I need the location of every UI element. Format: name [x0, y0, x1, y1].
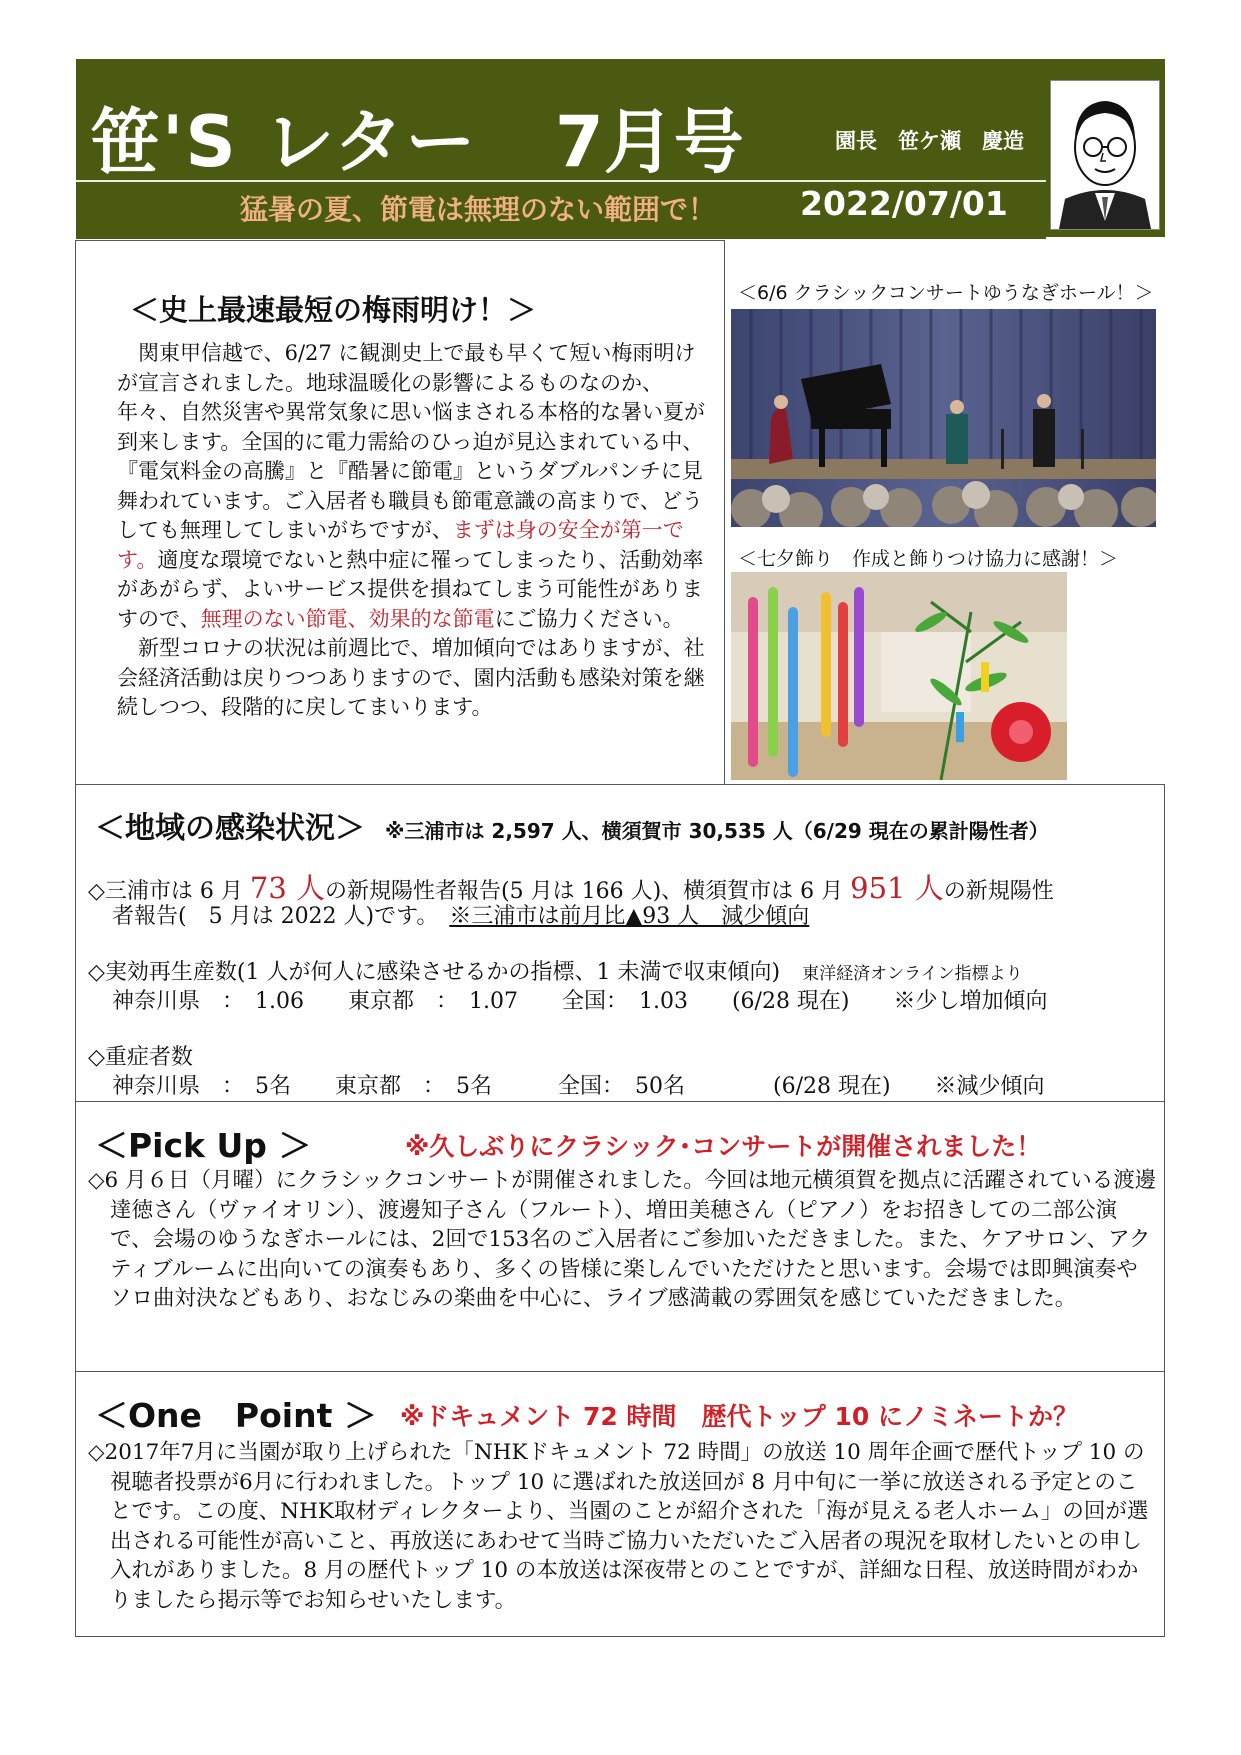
- onepoint-tagline: ※ドキュメント 72 時間 歴代トップ 10 にノミネートか？: [400, 1402, 1078, 1431]
- pickup-heading: ＜Pick Up ＞: [95, 1126, 312, 1165]
- newsletter-title: 笹'S レター: [90, 101, 478, 183]
- rainy-highlight-saving: 無理のない節電、効果的な節電: [200, 606, 495, 631]
- onepoint-text: ◇2017年7月に当園が取り上げられた「NHKドキュメント 72 時間」の放送 10 周年企画で歴代トップ 10 の視聴者投票が6月に行われました。トップ 10 に選ばれた放送回が 8 月中旬に一挙に放送される予定とのことです。この度、NHK取材ディレクターより、当園のことが紹介された「海が見える老人ホーム」の回が選出される可能性が高いこと、再放送にあわせて当時ご協力いただいたご入居者の現況を取材したいとの申し入れがありました。8 月の歴代トップ 10 の本放送は深夜帯とのことですが、詳細な日程、放送時間がわかりましたら掲示等でお知らせいたします。: [88, 1440, 1149, 1613]
- severe-title: ◇重症者数: [88, 1045, 193, 1070]
- rt-title-line: [88, 955, 1023, 986]
- rainy-paragraph-1: [117, 339, 707, 634]
- principal-portrait: [1050, 80, 1160, 230]
- issue-label: 7月号: [555, 101, 744, 183]
- rainy-text: 関東甲信越で、6/27 に観測史上で最も早くて短い梅雨明けが宣言されました。地球温暖化の影響によるものなのか、年々、自然災害や異常気象に思い悩まされる本格的な暑い夏が到来します。全国的に電力需給のひっ迫が見込まれている中、『電気料金の高騰』と『酷暑に節電』というダブルパンチに見舞われています。ご入居者も職員も節電意識の高まりで、どうしても無理してしまいがちですが、: [117, 341, 705, 542]
- new-cases-line-2: [112, 899, 809, 930]
- rainy-paragraph-2: 新型コロナの状況は前週比で、増加傾向ではありますが、社会経済活動は戻りつつありますので、園内活動も感染対策を継続しつつ、段階的に戻してまいります。: [117, 636, 705, 719]
- yokosuka-new-cases: 951 人: [850, 871, 944, 905]
- infection-text: ◇三浦市は 6 月: [88, 879, 250, 904]
- rainy-season-heading: ＜史上最速最短の梅雨明け！＞: [130, 293, 537, 327]
- miura-trend-note: ※三浦市は前月比▲93 人 減少傾向: [449, 904, 810, 929]
- onepoint-heading: ＜One Point ＞: [95, 1396, 377, 1435]
- infection-text: の新規陽性: [943, 879, 1054, 904]
- principal-name: 園長 笹ケ瀬 慶造: [835, 129, 1024, 153]
- rainy-highlight-safety: まずは身の安全が第一です。: [117, 518, 684, 572]
- rainy-text: にご協力ください。: [494, 606, 684, 631]
- infection-cumulative-note: ※三浦市は 2,597 人、横須賀市 30,535 人（6/29 現在の累計陽性者）: [385, 819, 1049, 843]
- rt-title: ◇実効再生産数(1 人が何人に感染させるかの指標、1 未満で収束傾向): [88, 960, 781, 985]
- infection-text: の新規陽性者報告(5 月は 166 人)、横須賀市は 6 月: [325, 879, 851, 904]
- infection-text: 者報告( 5 月は 2022 人)です。: [112, 904, 450, 929]
- concert-photo: [731, 309, 1156, 527]
- rt-source: 東洋経済オンライン指標より: [802, 964, 1023, 984]
- rt-values: 神奈川県 ： 1.06 東京都 ： 1.07 全国： 1.03 (6/28 現在) ※少し増加傾向: [112, 989, 1048, 1014]
- pickup-tagline: ※久しぶりにクラシック･コンサートが開催されました！: [405, 1132, 1042, 1161]
- tanabata-photo-caption: ＜七夕飾り 作成と飾りつけ協力に感謝！＞: [738, 548, 1119, 570]
- rainy-text: 適度な環境でないと熱中症に罹ってしまったり、活動効率があがらず、よいサービス提供を損ねてしまう可能性がありますので、: [117, 547, 704, 631]
- issue-date: 2022/07/01: [800, 184, 1008, 223]
- rainy-season-body: [117, 339, 707, 723]
- pickup-text: ◇6 月６日（月曜）にクラシックコンサートが開催されました。今回は地元横須賀を拠点に活躍されている渡邊達徳さん（ヴァイオリン）、渡邊知子さん（フルート）、増田美穂さん（ピアノ）をお招きしての二部公演で、会場のゆうなぎホールには、2回で153名のご入居者にご参加いただきました。また、ケアサロン、アクティブルームに出向いての演奏もあり、多くの皆様に楽しんでいただけたと思います。会場では即興演奏やソロ曲対決などもあり、おなじみの楽曲を中心に、ライブ感満載の雰囲気を感じていただきました。: [88, 1168, 1157, 1311]
- severe-values: 神奈川県 ： 5名 東京都 ： 5名 全国： 50名 (6/28 現在) ※減少傾向: [112, 1074, 1045, 1099]
- tanabata-photo: [731, 572, 1067, 780]
- onepoint-body: [88, 1438, 1158, 1615]
- newsletter-subtitle: 猛暑の夏、節電は無理のない範囲で！: [240, 193, 717, 226]
- miura-new-cases: 73 人: [249, 871, 326, 905]
- pickup-body: [88, 1166, 1158, 1314]
- infection-heading: ＜地域の感染状況＞: [95, 811, 365, 846]
- concert-photo-caption: ＜6/6 クラシックコンサートゆうなぎホール！＞: [738, 282, 1154, 304]
